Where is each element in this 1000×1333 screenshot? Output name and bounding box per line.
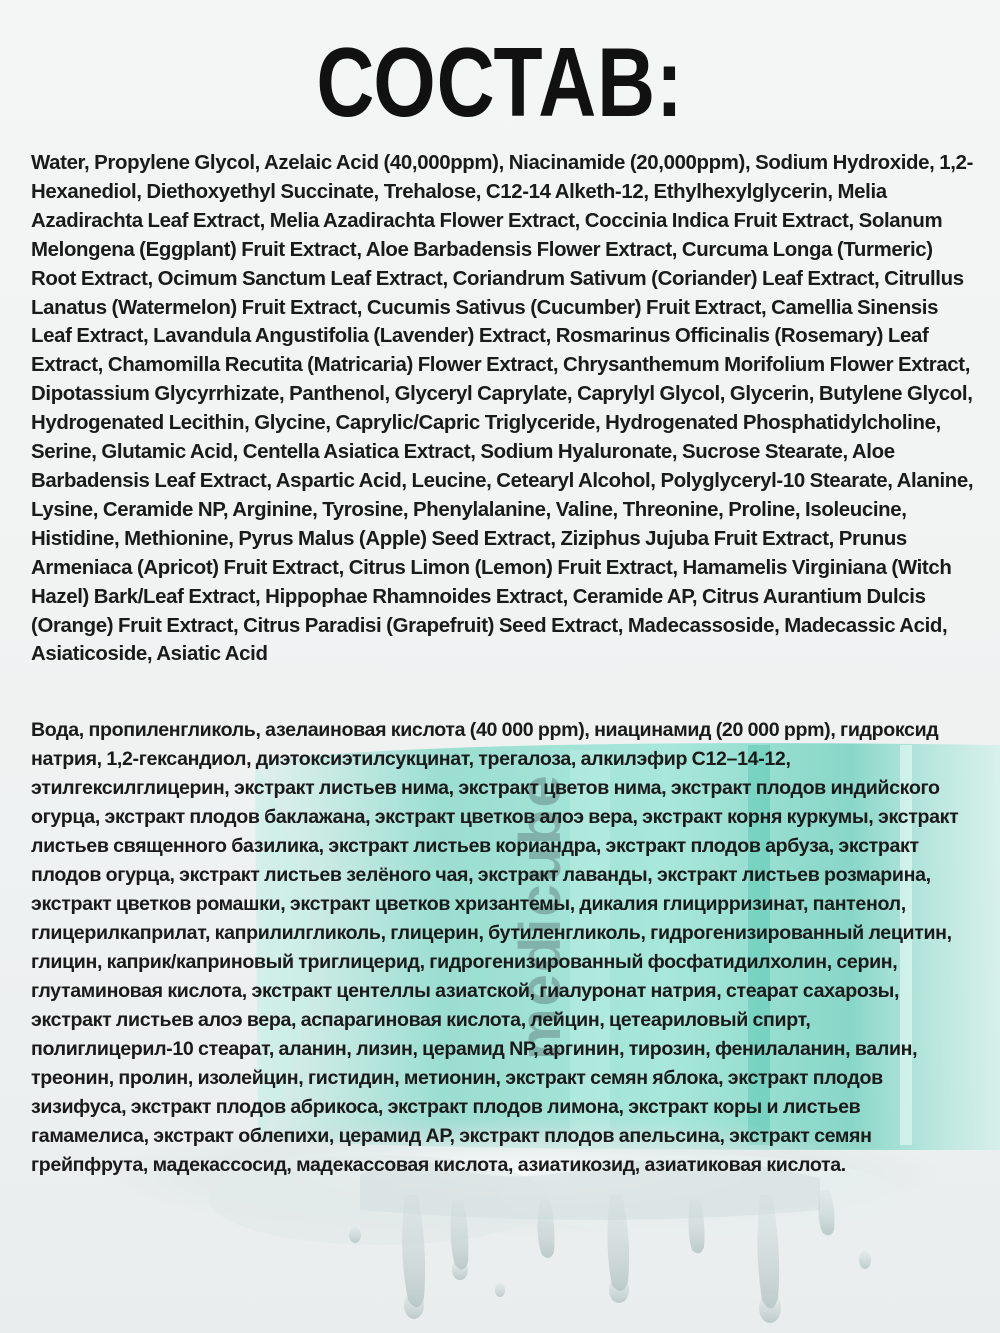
- page-title: СОСТАВ:: [316, 27, 684, 137]
- brand-wordmark: medicube: [508, 773, 573, 1060]
- ingredients-english: Water, Propylene Glycol, Azelaic Acid (40,000ppm), Niacinamide (20,000ppm), Sodium Hydroxide, 1,2-Hexanediol, Diethoxyethyl Succinate, Trehalose, C12-14 Alketh-12, Ethylhexylglycerin, Melia Azadirachta Leaf Extract, Melia Azadirachta Flower Extract, Coccinia Indica Fruit Extract, Solanum Melongena (Eggplant) Fruit Extract, Aloe Barbadensis Flower Extract, Curcuma Longa (Turmeric) Root Extract, Ocimum Sanctum Leaf Extract, Coriandrum Sativum (Coriander) Leaf Extract, Citrullus Lanatus (Watermelon) Fruit Extract, Cucumis Sativus (Cucumber) Fruit Extract, Camellia Sinensis Leaf Extract, Lavandula Angustifolia (Lavender) Extract, Rosmarinus Officinalis (Rosemary) Leaf Extract, Chamomilla Recutita (Matricaria) Flower Extract, Chrysanthemum Morifolium Flower Extract, Dipotassium Glycyrrhizate, Panthenol, Glyceryl Caprylate, Caprylyl Glycol, Glycerin, Butylene Glycol, Hydrogenated Lecithin, Glycine, Caprylic/Capric Triglyceride, Hydrogenated Phosphatidylcholine, Serine, Glutamic Acid, Centella Asiatica Extract, Sodium Hyaluronate, Sucrose Stearate, Aloe Barbadensis Leaf Extract, Aspartic Acid, Leucine, Cetearyl Alcohol, Polyglyceryl-10 Stearate, Alanine, Lysine, Ceramide NP, Arginine, Tyrosine, Phenylalanine, Valine, Threonine, Proline, Isoleucine, Histidine, Methionine, Pyrus Malus (Apple) Seed Extract, Ziziphus Jujuba Fruit Extract, Prunus Armeniaca (Apricot) Fruit Extract, Citrus Limon (Lemon) Fruit Extract, Hamamelis Virginiana (Witch Hazel) Bark/Leaf Extract, Hippophae Rhamnoides Extract, Ceramide AP, Citrus Aurantium Dulcis (Orange) Fruit Extract, Citrus Paradisi (Grapefruit) Seed Extract, Madecassoside, Madecassic Acid, Asiaticoside, Asiatic Acid: [31, 152, 974, 666]
- ingredients-russian: Вода, пропиленгликоль, азелаиновая кислота (40 000 ppm), ниацинамид (20 000 ppm), гидроксид натрия, 1,2-гександиол, диэтоксиэтилсукцинат, трегалоза, алкилэфир C12–14-12, этилгексилглицерин, экстракт листьев нима, экстракт цветов нима, экстракт плодов индийского огурца, экстракт плодов баклажана, экстракт цветков алоэ вера, экстракт корня куркумы, экстракт листьев священного базилика, экстракт листьев кориандра, экстракт плодов арбуза, экстракт плодов огурца, экстракт листьев зелёного чая, экстракт лаванды, экстракт листьев розмарина, экстракт цветков ромашки, экстракт цветков хризантемы, дикалия глицирризинат, пантенол, глицерилкаприлат, каприлилгликоль, глицерин, бутиленгликоль, гидрогенизированный лецитин, глицин, каприк/каприновый триглицерид, гидрогенизированный фосфатидилхолин, серин, глутаминовая кислота, экстракт центеллы азиатской, гиалуронат натрия, стеарат сахарозы, экстракт листьев алоэ вера, аспарагиновая кислота, лейцин, цетеариловый спирт, полиглицерил-10 стеарат, аланин, лизин, церамид NP, аргинин, тирозин, фенилаланин, валин, треонин, пролин, изолейцин, гистидин, метионин, экстракт семян яблока, экстракт плодов зизифуса, экстракт плодов абрикоса, экстракт плодов лимона, экстракт коры и листьев гамамелиса, экстракт облепихи, церамид AP, экстракт плодов апельсина, экстракт семян грейпфрута, мадекассосид, мадекассовая кислота, азиатикозид, азиатиковая кислота.: [31, 719, 959, 1176]
